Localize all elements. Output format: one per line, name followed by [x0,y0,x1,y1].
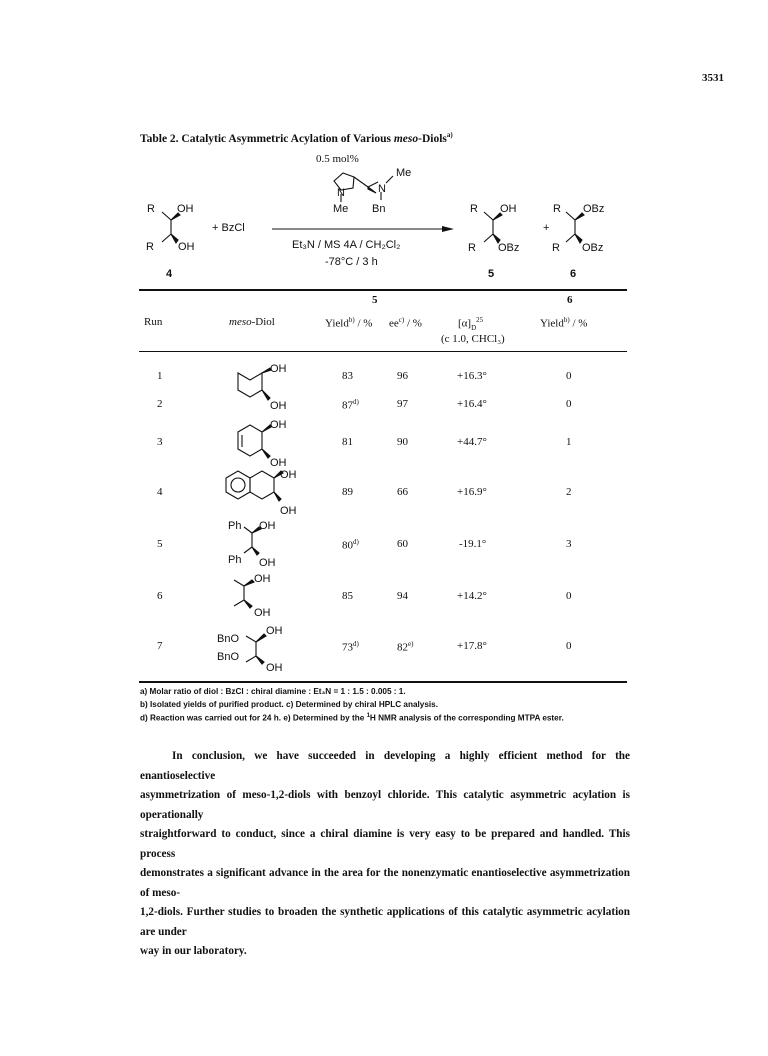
paragraph-line-6: way in our laboratory. [140,945,247,957]
footnote-a: a) Molar ratio of diol : BzCl : chiral diamine : Et₃N = 1 : 1.5 : 0.005 : 1. [140,687,406,696]
product-6-label: 6 [570,268,577,280]
row1-rotation: +16.3° [457,370,487,382]
reaction-conditions-1: Et₃N / MS 4A / CH₂Cl₂ [292,239,401,251]
row7-yield6: 0 [566,640,572,652]
row2-rotation: +16.4° [457,398,487,410]
substrate-oh2: OH [178,241,195,253]
header-group-6: 6 [567,294,573,306]
run5-ph-bottom: Ph [228,554,242,566]
row2-run: 2 [157,398,163,410]
row4-yield6: 2 [566,486,572,498]
butanediol-structure [234,580,254,608]
row3-rotation: +44.7° [457,436,487,448]
header-ee-sup: c) [398,316,405,324]
row7-yield-sup: d) [353,640,359,648]
header-diol-rest: -Diol [251,316,275,328]
header-yield6-sup: b) [563,316,570,324]
conclusion-paragraph [140,747,630,962]
row5-yield-sup: d) [353,538,359,546]
run3-oh-top: OH [270,419,287,431]
paragraph-line-4: demonstrates a significant advance in the area for the nonenzymatic enantioselective asymmetrization of meso- [140,867,630,899]
paragraph-line-5: 1,2-diols. Further studies to broaden the synthetic applications of this catalytic asymmetric acylation are under [140,906,630,938]
header-diol-italic: meso [229,316,252,328]
run6-oh-top: OH [254,573,271,585]
row3-yield6: 1 [566,436,572,448]
footnote-b-c: b) Isolated yields of purified product. c) Determined by chiral HPLC analysis. [140,700,438,709]
row6-rotation: +14.2° [457,590,487,602]
footnote-d-e [140,713,564,723]
catalyst-n-ring: N [337,187,345,199]
run3-oh-bottom: OH [270,457,287,469]
row3-yield: 81 [342,436,353,448]
product-5-r2: R [468,242,476,254]
row1-run: 1 [157,370,163,382]
footnote-d-suffix: H NMR analysis of the corresponding MTPA ester. [369,713,564,723]
run4-oh-bottom: OH [280,505,297,517]
reaction-conditions-2: -78°C / 3 h [325,256,378,268]
row1-yield6: 0 [566,370,572,382]
dibenzyloxy-diol-structure [246,634,266,664]
header-group-5: 5 [372,294,378,306]
header-ee-unit: / % [404,317,422,330]
row3-run: 3 [157,436,163,448]
catalyst-me-top: Me [396,167,412,179]
row7-ee-value: 82 [397,641,408,654]
row4-run: 4 [157,486,163,498]
row6-yield: 85 [342,590,353,602]
product-5-obz: OBz [498,242,520,254]
run7-oh-bottom: OH [266,662,283,674]
row2-ee: 97 [397,398,408,410]
row5-yield-value: 80 [342,539,353,552]
run6-oh-bottom: OH [254,607,271,619]
header-yield-label: Yield [325,317,349,330]
substrate-oh1: OH [177,203,194,215]
header-rotation-label: [α] [458,317,472,330]
row6-yield6: 0 [566,590,572,602]
paragraph-line-3: straightforward to conduct, since a chiral diamine is very easy to be prepared and handled. This process [140,828,630,860]
caption-footnote-mark: a) [446,131,453,139]
caption-prefix: Table 2. Catalytic Asymmetric Acylation of Various [140,132,394,145]
row5-ee: 60 [397,538,408,550]
product-5-label: 5 [488,268,495,280]
catalyst-loading: 0.5 mol% [316,153,359,165]
header-yield-sup: b) [348,316,355,324]
paragraph-line-1: In conclusion, we have succeeded in developing a highly efficient method for the enantioselective [140,750,630,782]
row4-rotation: +16.9° [457,486,487,498]
catalyst-n-amine: N [378,183,386,195]
tetralindiol-structure [226,471,283,501]
run5-oh-top: OH [259,520,276,532]
product-6-r2: R [552,242,560,254]
run2-oh-bottom: OH [270,400,287,412]
row5-run: 5 [157,538,163,550]
header-yield6-unit: / % [569,317,588,330]
row5-rotation: -19.1° [459,538,487,550]
header-yield6-label: Yield [540,317,564,330]
paragraph-line-2: asymmetrization of meso-1,2-diols with benzoyl chloride. This catalytic asymmetric acylation is operationally [140,789,630,821]
row4-ee: 66 [397,486,408,498]
substrate-r2: R [146,241,154,253]
row5-yield6: 3 [566,538,572,550]
row6-run: 6 [157,590,163,602]
run7-bno-top: BnO [217,633,240,645]
row1-yield: 83 [342,370,353,382]
run1-oh-top: OH [270,363,287,375]
footnote-d-sup: 1 [366,713,370,719]
caption-suffix: -Diols [418,132,447,145]
caption-italic: meso [393,132,419,145]
row4-yield: 89 [342,486,353,498]
row7-run: 7 [157,640,163,652]
product-6-obz2: OBz [582,242,604,254]
run7-oh-top: OH [266,625,283,637]
header-rotation-sub: D [471,323,477,332]
product-5-r1: R [470,203,478,215]
substrate-label: 4 [166,268,173,280]
row6-ee: 94 [397,590,408,602]
row2-yield-sup: d) [353,398,359,406]
cyclohexanediol-structure [238,368,271,400]
cyclohexenediol-structure [238,425,271,458]
row3-ee: 90 [397,436,408,448]
row2-yield6: 0 [566,398,572,410]
row7-ee-sup: e) [408,640,414,648]
row2-yield-value: 87 [342,399,353,412]
reagent-bzcl: + BzCl [212,222,245,234]
product-5-oh: OH [500,203,517,215]
catalyst-bn: Bn [372,203,386,215]
row1-ee: 96 [397,370,408,382]
row7-rotation: +17.8° [457,640,487,652]
substrate-r1: R [147,203,155,215]
product-6-r1: R [553,203,561,215]
product-6-obz1: OBz [583,203,605,215]
run4-oh-top: OH [280,469,297,481]
header-rotation-sup: 25 [476,316,484,324]
row7-yield-value: 73 [342,641,353,654]
product-plus: + [543,222,550,234]
header-run: Run [144,316,163,328]
header-yield-unit: / % [354,317,373,330]
catalyst-me-bottom: Me [333,203,349,215]
page-number: 3531 [702,72,724,84]
run5-ph-top: Ph [228,520,242,532]
footnote-d-prefix: d) Reaction was carried out for 24 h. e) Determined by the [140,713,367,723]
table-bottom-rule [139,681,627,683]
run7-bno-bottom: BnO [217,651,240,663]
header-ee-label: ee [389,317,399,330]
header-rotation-conditions: (c 1.0, CHCl₃) [441,333,505,345]
run5-oh-bottom: OH [259,557,276,569]
